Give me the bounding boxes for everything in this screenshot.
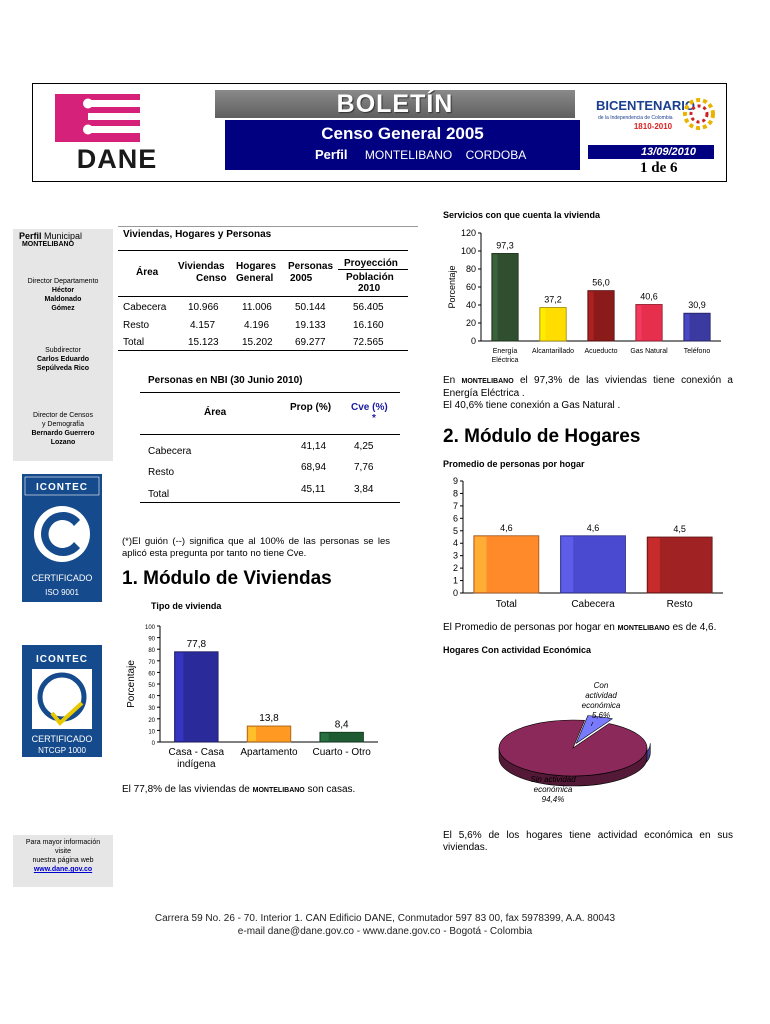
nbi-header-cve-star: * (372, 413, 376, 424)
vhp-header-2005: 2005 (290, 273, 313, 284)
servicios-text-gas: El 40,6% tiene conexión a Gas Natural . (443, 400, 621, 411)
bar-data-label: 77,8 (186, 638, 207, 650)
bar-data-label: 4,6 (500, 522, 513, 533)
footer (0, 912, 770, 938)
svg-text:CERTIFICADO: CERTIFICADO (31, 734, 93, 744)
y-tick-label: 20 (148, 717, 155, 724)
svg-text:de la Independencia de Colombi: de la Independencia de Colombia (598, 115, 673, 121)
y-tick-label: 40 (148, 694, 155, 701)
perfil-label: Perfil (315, 147, 348, 162)
y-tick-label: 1 (452, 575, 458, 586)
vhp-header-area: Área (136, 267, 159, 278)
nbi-table (140, 392, 400, 504)
censo-title: Censo General 2005 (321, 124, 484, 143)
nbi-row-prop: 68,94 (301, 462, 327, 473)
vhp-row-area: Resto (123, 320, 150, 331)
x-tick-label: Cabecera (571, 599, 615, 610)
bicentenario-logo (596, 92, 716, 140)
svg-text:1810-2010: 1810-2010 (633, 122, 673, 131)
vhp-row-personas: 50.144 (295, 302, 326, 313)
nbi-table-title: Personas en NBI (30 Junio 2010) (148, 375, 303, 386)
pie-slice (499, 720, 647, 776)
y-tick-label: 10 (148, 729, 155, 736)
vhp-row-area: Cabecera (123, 302, 167, 313)
perfil-line (315, 147, 526, 162)
dane-logo (50, 92, 185, 172)
tipo-vivienda-chart (122, 618, 392, 778)
vhp-header-personas: Personas (288, 261, 334, 272)
nbi-header-cve: Cve (%) (351, 402, 388, 413)
y-tick-label: 40 (465, 300, 476, 310)
y-tick-label: 80 (148, 648, 155, 655)
pie-label-sin: Sin actividad (530, 775, 576, 784)
sidebar-contact (13, 835, 113, 887)
nbi-header-prop: Prop (%) (290, 402, 332, 413)
nbi-row-prop: 45,11 (301, 484, 326, 495)
vhp-row-personas: 69.277 (295, 337, 326, 348)
x-tick-label: Resto (666, 599, 693, 610)
departamento-name: CORDOBA (465, 148, 527, 162)
bar-highlight (637, 305, 642, 340)
bar-highlight (176, 653, 184, 741)
pie-label-con: actividad (585, 691, 617, 700)
subdirector-name: Carlos Eduardo Sepúlveda Rico (36, 356, 90, 372)
vhp-header-viviendas: Viviendas (178, 261, 225, 272)
tipo-vivienda-title: Tipo de vivienda (151, 601, 222, 611)
x-tick-label: Eléctrica (491, 357, 519, 364)
eco-pie-chart (443, 660, 733, 810)
vhp-table (118, 250, 408, 360)
vhp-row-proyeccion: 72.565 (353, 337, 384, 348)
x-tick-label: Apartamento (240, 747, 298, 758)
vhp-row-hogares: 4.196 (244, 320, 270, 331)
vhp-row-proyeccion: 56.405 (353, 302, 384, 313)
viviendas-text-mun: MONTELIBANO (252, 787, 305, 794)
vhp-row-hogares: 11.006 (242, 302, 272, 313)
sidebar-staff (13, 229, 113, 461)
bar-highlight (648, 538, 660, 592)
servicios-title: Servicios con que cuenta la vivienda (443, 210, 601, 220)
footer-address: Carrera 59 No. 26 - 70. Interior 1. CAN Edificio DANE, Conmutador 597 83 00, fax 5978399, A.A. 80043 (154, 913, 616, 924)
pie-label-sin: económica (533, 785, 573, 794)
nbi-note: (*)El guión (--) significa que al 100% de las personas se les aplicó esta pregunta por tanto no tiene Cve. (122, 536, 390, 559)
nbi-row-area: Cabecera (148, 446, 192, 457)
x-tick-label: Total (495, 599, 517, 610)
bar-data-label: 40,6 (640, 291, 658, 302)
y-tick-label: 100 (460, 246, 476, 256)
bar-highlight (589, 292, 594, 340)
promedio-title: Promedio de personas por hogar (443, 459, 585, 469)
bar-highlight (493, 254, 498, 340)
vhp-header-proyeccion: Proyección (344, 258, 398, 269)
bar-highlight (321, 733, 329, 741)
servicios-chart (443, 226, 733, 366)
bar-highlight (685, 314, 690, 340)
bar-data-label: 37,2 (544, 294, 562, 305)
svg-text:DANE: DANE (76, 144, 158, 172)
nbi-row-cve: 7,76 (354, 462, 374, 473)
contact-line-2: visite (55, 848, 71, 855)
y-tick-label: 3 (452, 550, 458, 561)
x-tick-label: Teléfono (683, 348, 711, 355)
contact-line-3: nuestra página web (32, 857, 94, 864)
modulo-hogares-heading: 2. Módulo de Hogares (443, 426, 641, 447)
y-tick-label: 6 (452, 513, 458, 524)
svg-text:CERTIFICADO: CERTIFICADO (31, 573, 93, 583)
y-tick-label: 0 (470, 336, 476, 346)
x-tick-label: Cuarto - Otro (312, 747, 371, 758)
y-tick-label: 20 (465, 318, 476, 328)
y-axis-label: Porcentaje (126, 660, 137, 708)
icontec-ntcgp-certificate (22, 645, 102, 757)
y-tick-label: 5 (452, 525, 458, 536)
bar-highlight (248, 727, 256, 741)
y-tick-label: 4 (452, 538, 458, 549)
bar-highlight (475, 537, 487, 592)
servicios-summary (443, 375, 733, 412)
director-name: Héctor Maldonado Gómez (44, 287, 82, 312)
servicios-text-mun: MONTELIBANO (461, 378, 514, 385)
bar-data-label: 97,3 (496, 240, 514, 251)
sidebar-perfil: Perfil (19, 231, 42, 241)
y-tick-label: 120 (460, 228, 476, 238)
svg-text:ICONTEC: ICONTEC (36, 654, 88, 665)
y-tick-label: 90 (148, 636, 155, 643)
nbi-row-area: Total (148, 489, 170, 500)
municipio-name: MONTELIBANO (364, 148, 453, 162)
y-tick-label: 50 (148, 683, 155, 689)
nbi-header-area: Área (204, 407, 227, 418)
director-role: Director Departamento (27, 278, 99, 285)
bar-data-label: 4,5 (673, 524, 686, 534)
vhp-header-censo: Censo (196, 273, 227, 284)
viviendas-summary (122, 784, 355, 797)
bar-data-label: 8,4 (334, 719, 349, 731)
modulo-viviendas-heading: 1. Módulo de Viviendas (122, 568, 332, 589)
pie-label-con: Con (593, 681, 609, 690)
censos-name: Bernardo Guerrero Lozano (31, 430, 95, 446)
vhp-row-viviendas: 4.157 (190, 320, 216, 331)
vhp-table-title: Viviendas, Hogares y Personas (123, 229, 272, 240)
vhp-row-area: Total (123, 337, 145, 348)
vhp-header-hogares: Hogares (236, 261, 277, 272)
y-tick-label: 8 (452, 488, 458, 499)
y-tick-label: 100 (144, 625, 155, 631)
y-tick-label: 9 (452, 476, 458, 486)
nbi-row-prop: 41,14 (301, 441, 327, 452)
vhp-row-hogares: 15.202 (242, 337, 273, 348)
x-tick-label: Casa - Casa (168, 747, 225, 758)
date-bar: 13/09/2010 (588, 145, 714, 159)
contact-url-link[interactable]: www.dane.gov.co (33, 866, 93, 873)
icontec-iso-certificate (22, 474, 102, 602)
subdirector-role: Subdirector (45, 347, 81, 354)
eco-summary: El 5,6% de los hogares tiene actividad económica en sus viviendas. (443, 830, 733, 853)
x-tick-label: Acueducto (584, 348, 618, 355)
servicios-text-post: el 97,3% de las viviendas tiene conexión a Energía Eléctrica . (443, 375, 733, 399)
sidebar-municipal: Municipal (44, 231, 83, 241)
bar-data-label: 4,6 (586, 522, 600, 533)
vhp-header-poblacion: Población (346, 272, 394, 283)
bar-data-label: 56,0 (592, 277, 610, 288)
censo-band (225, 120, 580, 170)
promedio-text-post: es de 4,6. (672, 622, 717, 633)
pie-label-con: 5,6% (591, 711, 611, 720)
bar-highlight (562, 537, 574, 592)
boletin-title: BOLETÍN (215, 90, 575, 118)
promedio-text-mun: MONTELIBANO (617, 625, 670, 632)
viviendas-text-post: son casas. (307, 784, 356, 795)
y-axis-label: Porcentaje (447, 265, 457, 309)
pie-label-con: económica (581, 701, 621, 710)
svg-text:ISO 9001: ISO 9001 (45, 588, 79, 597)
svg-text:BICENTENARIO: BICENTENARIO (596, 98, 695, 113)
x-tick-label: indígena (177, 759, 216, 770)
y-tick-label: 80 (465, 264, 476, 274)
nbi-row-cve: 4,25 (354, 441, 374, 452)
promedio-text-pre: El Promedio de personas por hogar en (443, 622, 615, 633)
bar-data-label: 13,8 (259, 712, 279, 724)
y-tick-label: 7 (452, 500, 458, 511)
sidebar-municipio: MONTELIBANO (21, 241, 75, 248)
page-number: 1 de 6 (640, 160, 678, 176)
y-tick-label: 70 (148, 659, 155, 666)
bar-highlight (541, 309, 546, 340)
y-tick-label: 0 (151, 741, 155, 747)
x-tick-label: Energía (492, 348, 518, 355)
censos-role: Director de Censos y Demografía (33, 412, 93, 428)
contact-line-1: Para mayor información (25, 839, 101, 846)
x-tick-label: Alcantarillado (531, 348, 575, 355)
y-tick-label: 60 (465, 282, 476, 292)
pie-label-sin: 94,4% (541, 795, 565, 804)
vhp-header-2010: 2010 (358, 283, 381, 294)
promedio-summary (443, 622, 716, 635)
vhp-row-personas: 19.133 (295, 320, 326, 331)
nbi-row-cve: 3,84 (354, 484, 374, 495)
promedio-chart (443, 475, 733, 615)
nbi-row-area: Resto (148, 467, 175, 478)
svg-text:ICONTEC: ICONTEC (36, 482, 88, 493)
footer-contact: e-mail dane@dane.gov.co - www.dane.gov.co - Bogotá - Colombia (237, 926, 533, 937)
viviendas-text-pre: El 77,8% de las viviendas de (122, 784, 250, 795)
bar-data-label: 30,9 (688, 300, 706, 311)
svg-text:NTCGP 1000: NTCGP 1000 (38, 746, 86, 755)
y-tick-label: 30 (148, 706, 155, 713)
y-tick-label: 0 (452, 588, 458, 598)
y-tick-label: 60 (148, 671, 155, 678)
vhp-row-viviendas: 10.966 (188, 302, 219, 313)
x-tick-label: Gas Natural (630, 348, 668, 355)
vhp-row-viviendas: 15.123 (188, 337, 219, 348)
eco-title: Hogares Con actividad Económica (443, 645, 592, 655)
vhp-header-general: General (236, 273, 274, 284)
servicios-text-pre: En (443, 375, 456, 386)
y-tick-label: 2 (452, 563, 458, 574)
vhp-row-proyeccion: 16.160 (353, 320, 384, 331)
